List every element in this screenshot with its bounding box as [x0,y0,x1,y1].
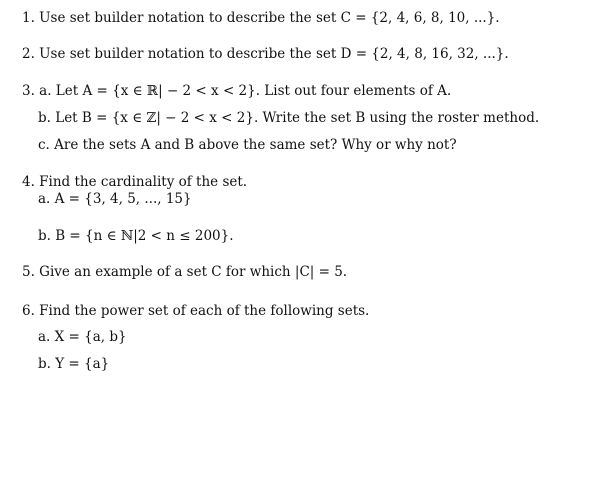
problem-2: 2. Use set builder notation to describe the set D = {2, 4, 8, 16, 32, ...}. [22,46,509,62]
problem-3a: 3. a. Let A = {x ∈ ℝ| − 2 < x < 2}. List out four elements of A. [22,83,452,99]
problem-3c: c. Are the sets A and B above the same set? Why or why not? [38,137,457,153]
problem-1: 1. Use set builder notation to describe the set C = {2, 4, 6, 8, 10, ...}. [22,10,500,26]
problem-4b: b. B = {n ∈ ℕ|2 < n ≤ 200}. [38,228,234,244]
problem-4: 4. Find the cardinality of the set. [22,174,248,190]
problem-6a: a. X = {a, b} [38,329,127,345]
problem-6: 6. Find the power set of each of the following sets. [22,303,370,319]
problem-6b: b. Y = {a} [38,356,110,372]
problem-3b: b. Let B = {x ∈ ℤ| − 2 < x < 2}. Write the set B using the roster method. [38,110,540,126]
problem-4a: a. A = {3, 4, 5, ..., 15} [38,191,192,207]
problem-5: 5. Give an example of a set C for which |C| = 5. [22,264,348,280]
